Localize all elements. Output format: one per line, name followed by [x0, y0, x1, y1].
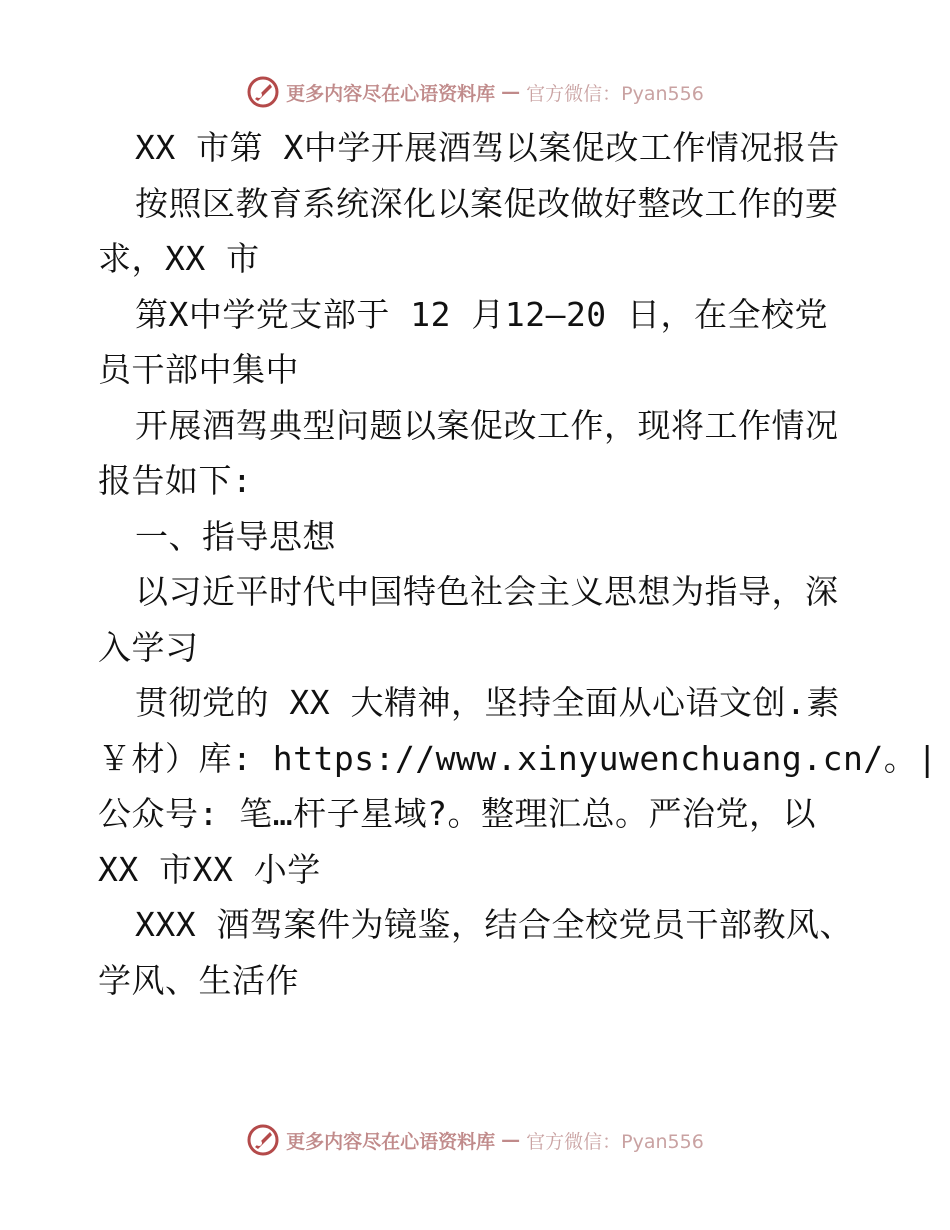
watermark-banner-bottom — [0, 1120, 950, 1160]
watermark-wechat-text: 官方微信：Pyan556 — [526, 82, 704, 105]
text-line: 贯彻党的 XX 大精神，坚持全面从心语文创.素 — [135, 683, 840, 722]
watermark-site-text: 更多内容尽在心语资料库 — [286, 1130, 496, 1153]
text-line: 以习近平时代中国特色社会主义思想为指导，深 — [135, 572, 839, 611]
document-title: XX 市第 X中学开展酒驾以案促改工作情况报告 — [135, 128, 840, 167]
text-line: 报告如下: — [98, 461, 253, 500]
text-line: XX 市XX 小学 — [98, 849, 321, 889]
text-line: XXX 酒驾案件为镜鉴，结合全校党员干部教风、 — [135, 905, 853, 944]
document-body — [98, 120, 938, 1008]
watermark-separator: — — [501, 1129, 521, 1151]
text-line: 开展酒驾典型问题以案促改工作，现将工作情况 — [135, 405, 839, 445]
text-line: 按照区教育系统深化以案促改做好整改工作的要 — [135, 183, 839, 223]
text-line: 求，XX 市 — [98, 239, 260, 278]
watermark-separator: — — [501, 81, 521, 103]
quill-logo-icon — [246, 1123, 280, 1157]
watermark-wechat-text: 官方微信：Pyan556 — [526, 1130, 704, 1153]
section-heading: 一、指导思想 — [135, 516, 336, 556]
text-line: ￥材）库: https://www.xinyuwenchuang.cn/。| — [98, 738, 938, 778]
text-line: 公众号: 笔…杆子星域?。整理汇总。严治党，以 — [98, 794, 816, 833]
quill-logo-icon — [246, 75, 280, 109]
watermark-banner-top — [0, 72, 950, 112]
text-line: 入学习 — [98, 627, 199, 667]
text-line: 员干部中集中 — [98, 350, 299, 389]
text-line: 第X中学党支部于 12 月12—20 日，在全校党 — [135, 294, 829, 334]
text-line: 学风、生活作 — [98, 960, 299, 1000]
watermark-site-text: 更多内容尽在心语资料库 — [286, 82, 496, 105]
